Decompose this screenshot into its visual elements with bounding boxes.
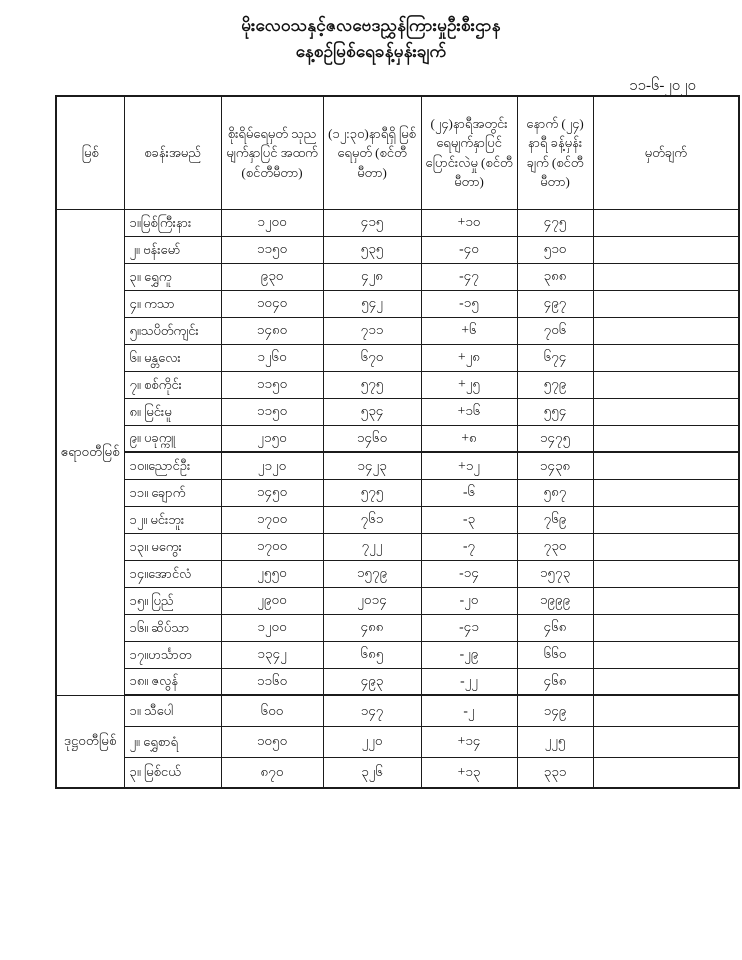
remark-cell — [593, 587, 739, 614]
table-row — [56, 560, 739, 587]
table-row — [56, 263, 739, 290]
station-name-cell: ၁၇။ဟင်္သာတ — [124, 641, 221, 668]
danger-level-cell: ၁၄၈၀ — [221, 317, 323, 344]
change-cell: -၂၉ — [421, 641, 517, 668]
change-cell: +၁၃ — [421, 757, 517, 788]
remark-cell — [593, 695, 739, 726]
danger-level-cell: ၈၇၀ — [221, 757, 323, 788]
change-cell: -၂၀ — [421, 587, 517, 614]
danger-level-cell: ၁၁၅၀ — [221, 398, 323, 425]
remark-cell — [593, 533, 739, 560]
table-row — [56, 757, 739, 788]
forecast-cell: ၄၆၈ — [517, 614, 593, 641]
remark-cell — [593, 398, 739, 425]
station-name-cell: ၄။ ကသာ — [124, 290, 221, 317]
water-level-cell: ၂၀၁၄ — [323, 587, 421, 614]
table-row — [56, 317, 739, 344]
station-name-cell: ၈။ မြင်းမူ — [124, 398, 221, 425]
change-cell: +၁၀ — [421, 209, 517, 236]
station-name-cell: ၂။ ဗန်းမော် — [124, 236, 221, 263]
table-row — [56, 209, 739, 236]
danger-level-cell: ၁၂၀၀ — [221, 614, 323, 641]
forecast-cell: ၇၃၀ — [517, 533, 593, 560]
water-level-cell: ၅၇၅ — [323, 479, 421, 506]
change-cell: -၄၇ — [421, 263, 517, 290]
forecast-cell: ၅၁၀ — [517, 236, 593, 263]
station-name-cell: ၁။မြစ်ကြီးနား — [124, 209, 221, 236]
forecast-cell: ၁၉၉၉ — [517, 587, 593, 614]
table-row — [56, 726, 739, 757]
station-name-cell: ၉။ ပခုက္ကူ — [124, 425, 221, 452]
change-cell: +၂၈ — [421, 344, 517, 371]
river-label: ဧရာဝတီမြစ် — [56, 209, 124, 695]
forecast-cell: ၁၄၉ — [517, 695, 593, 726]
danger-level-cell: ၂၁၂၀ — [221, 452, 323, 479]
water-level-cell: ၄၈၈ — [323, 614, 421, 641]
water-level-cell: ၇၆၁ — [323, 506, 421, 533]
table-row — [56, 506, 739, 533]
danger-level-cell: ၁၂၆၀ — [221, 344, 323, 371]
water-level-cell: ၅၃၄ — [323, 398, 421, 425]
remark-cell — [593, 344, 739, 371]
table-row — [56, 587, 739, 614]
forecast-cell: ၇၆၉ — [517, 506, 593, 533]
water-level-cell: ၂၂၀ — [323, 726, 421, 757]
remark-cell — [593, 726, 739, 757]
forecast-cell: ၅၇၉ — [517, 371, 593, 398]
station-name-cell: ၁၂။ မင်းဘူး — [124, 506, 221, 533]
water-level-cell: ၇၂၂ — [323, 533, 421, 560]
title-block — [0, 0, 742, 66]
river-label: ဒုဋ္ဌဝတီမြစ် — [56, 695, 124, 788]
table-row — [56, 344, 739, 371]
header-station-name: စခန်းအမည် — [124, 96, 221, 209]
remark-cell — [593, 452, 739, 479]
forecast-cell: ၄၇၅ — [517, 209, 593, 236]
water-level-cell: ၅၄၂ — [323, 290, 421, 317]
water-level-cell: ၅၇၅ — [323, 371, 421, 398]
header-remark: မှတ်ချက် — [593, 96, 739, 209]
station-name-cell: ၁၀။ညောင်ဦး — [124, 452, 221, 479]
remark-cell — [593, 425, 739, 452]
change-cell: +၂၅ — [421, 371, 517, 398]
water-level-cell: ၇၁၁ — [323, 317, 421, 344]
danger-level-cell: ၁၃၄၂ — [221, 641, 323, 668]
change-cell: -၄၀ — [421, 236, 517, 263]
change-cell: +၆ — [421, 317, 517, 344]
table-row — [56, 614, 739, 641]
danger-level-cell: ၂၉၀၀ — [221, 587, 323, 614]
change-cell: -၇ — [421, 533, 517, 560]
remark-cell — [593, 236, 739, 263]
table-row — [56, 236, 739, 263]
danger-level-cell: ၁၇၀၀ — [221, 506, 323, 533]
water-level-cell: ၁၄၇ — [323, 695, 421, 726]
forecast-cell: ၆၆၀ — [517, 641, 593, 668]
table-row — [56, 641, 739, 668]
station-name-cell: ၁၅။ ပြည် — [124, 587, 221, 614]
table-row — [56, 695, 739, 726]
change-cell: -၁၄ — [421, 560, 517, 587]
station-name-cell: ၃။ မြစ်ငယ် — [124, 757, 221, 788]
header-river: မြစ် — [56, 96, 124, 209]
danger-level-cell: ၁၂၀၀ — [221, 209, 323, 236]
forecast-cell: ၂၂၅ — [517, 726, 593, 757]
remark-cell — [593, 614, 739, 641]
header-danger-level: စိုးရိမ်ရေမှတ် သုညမျက်နှာပြင် အထက် (စင်တီမီတာ) — [221, 96, 323, 209]
table-row — [56, 371, 739, 398]
forecast-cell: ၆၇၄ — [517, 344, 593, 371]
forecast-cell: ၅၅၄ — [517, 398, 593, 425]
change-cell: -၆ — [421, 479, 517, 506]
water-level-cell: ၄၂၈ — [323, 263, 421, 290]
forecast-cell: ၁၄၇၅ — [517, 425, 593, 452]
table-row — [56, 533, 739, 560]
danger-level-cell: ၁၇၀၀ — [221, 533, 323, 560]
water-level-cell: ၁၄၂၃ — [323, 452, 421, 479]
water-level-cell: ၃၂၆ — [323, 757, 421, 788]
danger-level-cell: ၉၃၀ — [221, 263, 323, 290]
header-next-24h-forecast: နောက် (၂၄) နာရီ ခန့်မှန်းချက် (စင်တီမီတာ) — [517, 96, 593, 209]
forecast-cell: ၃၈၈ — [517, 263, 593, 290]
station-name-cell: ၅။သပိတ်ကျင်း — [124, 317, 221, 344]
station-name-cell: ၁၈။ ဇလွန် — [124, 668, 221, 695]
change-cell: -၂၂ — [421, 668, 517, 695]
change-cell: +၁၆ — [421, 398, 517, 425]
danger-level-cell: ၆၀၀ — [221, 695, 323, 726]
department-title: မိုးလေဝသနှင့်ဇလဗေဒညွှန်ကြားမှုဦးစီးဌာန — [241, 16, 501, 35]
station-name-cell: ၂။ ရွှေစာရံ — [124, 726, 221, 757]
water-level-cell: ၁၅၇၉ — [323, 560, 421, 587]
remark-cell — [593, 560, 739, 587]
change-cell: -၁၅ — [421, 290, 517, 317]
water-level-cell: ၁၄၆၀ — [323, 425, 421, 452]
report-date: ၁၁-၆-၂၀၂၀ — [629, 78, 696, 94]
station-name-cell: ၁၆။ ဆိပ်သာ — [124, 614, 221, 641]
station-name-cell: ၁၁။ ချောက် — [124, 479, 221, 506]
forecast-cell: ၃၃၁ — [517, 757, 593, 788]
forecast-cell: ၁၄၃၈ — [517, 452, 593, 479]
station-name-cell: ၁။ သီပေါ — [124, 695, 221, 726]
danger-level-cell: ၁၀၄၀ — [221, 290, 323, 317]
change-cell: -၃ — [421, 506, 517, 533]
remark-cell — [593, 641, 739, 668]
water-level-cell: ၆၇၀ — [323, 344, 421, 371]
remark-cell — [593, 263, 739, 290]
danger-level-cell: ၂၁၅၀ — [221, 425, 323, 452]
remark-cell — [593, 506, 739, 533]
remark-cell — [593, 317, 739, 344]
table-header — [56, 96, 739, 209]
danger-level-cell: ၂၅၅၀ — [221, 560, 323, 587]
table-row — [56, 425, 739, 452]
station-name-cell: ၆။ မန္တလေး — [124, 344, 221, 371]
table-row — [56, 398, 739, 425]
station-name-cell: ၇။ စစ်ကိုင်း — [124, 371, 221, 398]
forecast-cell: ၇၀၆ — [517, 317, 593, 344]
change-cell: +၁၂ — [421, 452, 517, 479]
water-level-cell: ၄၁၅ — [323, 209, 421, 236]
table-row — [56, 479, 739, 506]
change-cell: -၄၁ — [421, 614, 517, 641]
remark-cell — [593, 371, 739, 398]
danger-level-cell: ၁၁၅၀ — [221, 236, 323, 263]
danger-level-cell: ၁၄၅၀ — [221, 479, 323, 506]
table-body — [56, 209, 739, 788]
remark-cell — [593, 668, 739, 695]
station-name-cell: ၃။ ရွှေကူ — [124, 263, 221, 290]
water-level-cell: ၄၉၃ — [323, 668, 421, 695]
station-name-cell: ၁၃။ မကွေး — [124, 533, 221, 560]
forecast-cell: ၁၅၇၃ — [517, 560, 593, 587]
water-level-cell: ၆၈၅ — [323, 641, 421, 668]
danger-level-cell: ၁၁၆၀ — [221, 668, 323, 695]
danger-level-cell: ၁၀၅၀ — [221, 726, 323, 757]
change-cell: -၂ — [421, 695, 517, 726]
forecast-cell: ၄၉၇ — [517, 290, 593, 317]
header-water-level-1230: (၁၂:၃၀)နာရီရှိ မြစ်ရေမှတ် (စင်တီမီတာ) — [323, 96, 421, 209]
remark-cell — [593, 479, 739, 506]
river-level-table — [55, 95, 740, 789]
danger-level-cell: ၁၁၅၀ — [221, 371, 323, 398]
forecast-cell: ၄၆၈ — [517, 668, 593, 695]
table-row — [56, 452, 739, 479]
report-title: နေ့စဉ်မြစ်ရေခန့်မှန်းချက် — [295, 42, 447, 62]
station-name-cell: ၁၄။အောင်လံ — [124, 560, 221, 587]
water-level-cell: ၅၃၅ — [323, 236, 421, 263]
forecast-cell: ၅၈၇ — [517, 479, 593, 506]
header-24h-change: (၂၄)နာရီအတွင်း ရေမျက်နှာပြင် ပြောင်းလဲမှု (စင်တီမီတာ) — [421, 96, 517, 209]
change-cell: +၈ — [421, 425, 517, 452]
table-row — [56, 290, 739, 317]
remark-cell — [593, 290, 739, 317]
table-row — [56, 668, 739, 695]
change-cell: +၁၄ — [421, 726, 517, 757]
remark-cell — [593, 209, 739, 236]
remark-cell — [593, 757, 739, 788]
